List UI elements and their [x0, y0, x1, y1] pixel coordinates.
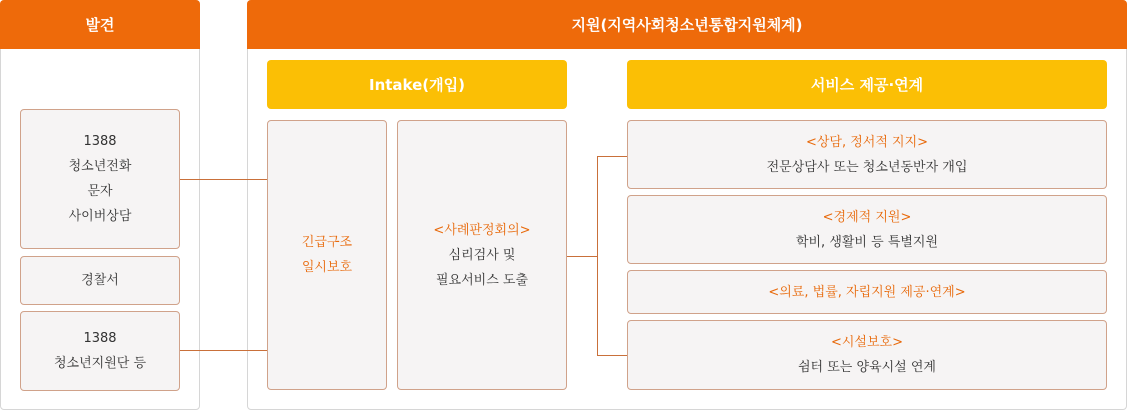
- discovery-item-line: 문자: [87, 184, 113, 199]
- discovery-item-hotline: [20, 109, 180, 249]
- services-header: 서비스 제공·연계: [627, 60, 1107, 109]
- connector-services-vertical: [597, 156, 598, 356]
- discovery-item-line: 1388: [83, 331, 117, 346]
- emergency-line: 일시보호: [301, 260, 353, 275]
- emergency-line: 긴급구조: [301, 235, 353, 250]
- service-desc: 학비, 생활비 등 특별지원: [795, 234, 939, 250]
- case-conference-box: [397, 120, 567, 390]
- discovery-item-line: 사이버상담: [68, 209, 132, 224]
- service-shelter: [627, 320, 1107, 390]
- case-conference-title: <사례판정회의>: [433, 222, 531, 238]
- connector-hotline: [180, 179, 267, 180]
- case-conference-line: 심리검사 및: [448, 247, 516, 263]
- service-title: <시설보호>: [830, 335, 904, 350]
- service-desc: 전문상담사 또는 청소년동반자 개입: [766, 159, 968, 175]
- connector-service-counseling: [597, 156, 627, 157]
- discovery-item-police: [20, 256, 180, 305]
- service-counseling: [627, 120, 1107, 189]
- emergency-box: [267, 120, 387, 390]
- service-economic: [627, 195, 1107, 264]
- service-title: <상담, 정서적 지지>: [805, 134, 929, 150]
- service-desc: 쉼터 또는 양육시설 연계: [798, 360, 936, 375]
- connector-support-group: [180, 350, 267, 351]
- service-title: <경제적 지원>: [822, 209, 912, 225]
- discovery-item-line: 1388: [83, 134, 117, 149]
- case-conference-line: 필요서비스 도출: [435, 272, 529, 288]
- discovery-item-line: 경찰서: [81, 273, 119, 288]
- discovery-item-line: 청소년지원단 등: [53, 356, 147, 371]
- support-title: 지원(지역사회청소년통합지원체계): [247, 0, 1127, 49]
- discovery-title: 발견: [0, 0, 200, 49]
- connector-case-to-services: [567, 256, 597, 257]
- service-title: <의료, 법률, 자립지원 제공·연계>: [768, 284, 966, 300]
- intake-header: Intake(개입): [267, 60, 567, 109]
- connector-service-shelter: [597, 355, 627, 356]
- discovery-item-support-group: [20, 311, 180, 391]
- discovery-item-line: 청소년전화: [68, 159, 132, 174]
- service-medical-legal: [627, 270, 1107, 314]
